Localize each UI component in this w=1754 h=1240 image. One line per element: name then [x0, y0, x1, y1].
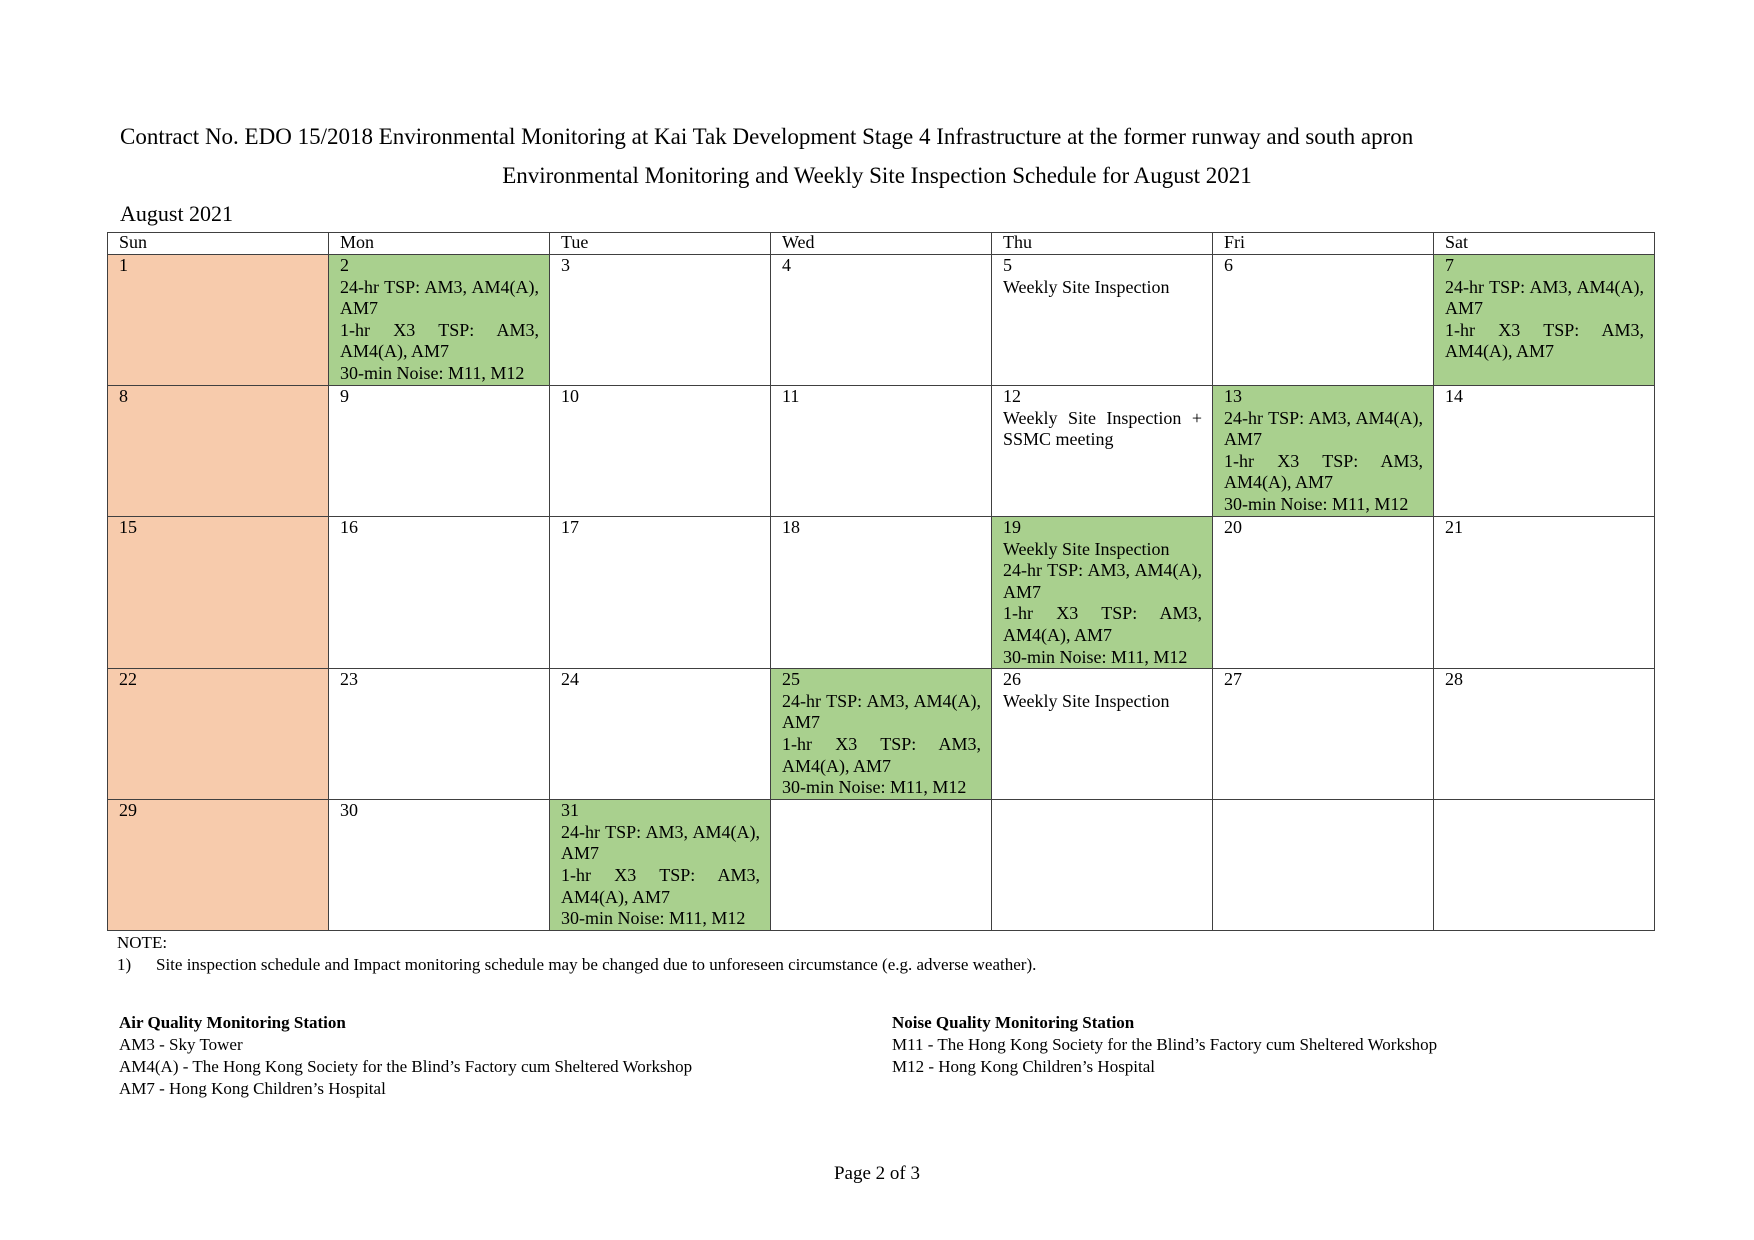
calendar-day-cell: [1213, 386, 1434, 517]
note-item-text: Site inspection schedule and Impact monitoring schedule may be changed due to unforeseen circumstance (e.g. adverse weather).: [156, 955, 1037, 974]
schedule-entry: Weekly Site Inspection: [1003, 690, 1170, 711]
day-number: 3: [561, 255, 570, 275]
document-title: Contract No. EDO 15/2018 Environmental Monitoring at Kai Tak Development Stage 4 Infrastructure at the former runway and south apron: [120, 124, 1414, 149]
day-number: 9: [340, 386, 349, 406]
air-station-item: AM3 - Sky Tower: [119, 1035, 243, 1054]
calendar-day-cell: [550, 255, 771, 386]
schedule-entry: 1-hr X3 TSP: AM3, AM4(A), AM7: [782, 733, 981, 776]
day-number: 27: [1224, 669, 1242, 690]
day-number: 17: [561, 517, 579, 537]
day-number: 21: [1445, 517, 1463, 537]
schedule-entry: 30-min Noise: M11, M12: [782, 777, 967, 798]
calendar-day-cell: [1213, 255, 1434, 386]
day-number: 31: [561, 800, 579, 821]
calendar-day-cell: [1213, 800, 1434, 931]
day-number: 14: [1445, 386, 1463, 406]
header-mon: Mon: [329, 233, 550, 255]
day-number: 28: [1445, 669, 1463, 690]
schedule-entry: 1-hr X3 TSP: AM3, AM4(A), AM7: [1224, 450, 1423, 493]
schedule-entry: 24-hr TSP: AM3, AM4(A), AM7: [1003, 560, 1202, 602]
day-number: 19: [1003, 517, 1021, 537]
calendar-week-row: [108, 800, 1655, 931]
page-number: Page 2 of 3: [833, 1163, 920, 1184]
note-item: [117, 955, 1036, 975]
schedule-entry: Weekly Site Inspection: [1003, 276, 1170, 297]
calendar-day-cell: [550, 386, 771, 517]
schedule-entry: Weekly Site Inspection: [1003, 538, 1170, 559]
calendar-day-cell: [1434, 255, 1655, 386]
day-number: 15: [119, 517, 137, 537]
calendar-week-row: [108, 517, 1655, 669]
header-fri: Fri: [1213, 233, 1434, 255]
schedule-entry: 1-hr X3 TSP: AM3, AM4(A), AM7: [340, 319, 539, 362]
calendar-day-cell: [771, 517, 992, 669]
air-station-item: AM7 - Hong Kong Children’s Hospital: [119, 1079, 386, 1098]
schedule-entry: 30-min Noise: M11, M12: [1003, 646, 1188, 667]
day-number: 1: [119, 255, 128, 275]
calendar-week-row: [108, 669, 1655, 800]
calendar-header-row: [108, 233, 1655, 255]
schedule-entry: 24-hr TSP: AM3, AM4(A), AM7: [782, 690, 981, 733]
header-sun: Sun: [108, 233, 329, 255]
schedule-entry: 24-hr TSP: AM3, AM4(A), AM7: [1445, 276, 1644, 319]
day-number: 20: [1224, 517, 1242, 537]
schedule-entry: 1-hr X3 TSP: AM3, AM4(A), AM7: [1003, 603, 1202, 645]
day-number: 2: [340, 255, 349, 275]
calendar-day-cell: [108, 386, 329, 517]
calendar-day-cell: [1434, 800, 1655, 931]
calendar-day-cell: [1434, 517, 1655, 669]
calendar-day-cell: [1213, 669, 1434, 800]
calendar-day-cell: [108, 517, 329, 669]
air-station-legend: [119, 1012, 692, 1100]
calendar-day-cell: [329, 800, 550, 931]
calendar-week-row: [108, 255, 1655, 386]
day-number: 8: [119, 386, 128, 406]
schedule-entry: 24-hr TSP: AM3, AM4(A), AM7: [561, 821, 760, 864]
header-tue: Tue: [550, 233, 771, 255]
day-number: 29: [119, 800, 137, 821]
day-number: 7: [1445, 255, 1454, 275]
header-thu: Thu: [992, 233, 1213, 255]
calendar-day-cell: [992, 669, 1213, 800]
calendar-day-cell: [1434, 386, 1655, 517]
header-sat: Sat: [1434, 233, 1655, 255]
noise-station-item: M11 - The Hong Kong Society for the Blind’s Factory cum Sheltered Workshop: [892, 1035, 1438, 1054]
day-number: 12: [1003, 386, 1021, 406]
calendar-day-cell: [108, 255, 329, 386]
calendar-week-row: [108, 386, 1655, 517]
day-number: 11: [782, 386, 800, 406]
noise-station-heading: Noise Quality Monitoring Station: [892, 1013, 1135, 1032]
note-item-number: 1): [117, 955, 132, 974]
schedule-entry: 30-min Noise: M11, M12: [561, 908, 746, 929]
calendar-day-cell: [1434, 669, 1655, 800]
day-number: 5: [1003, 255, 1012, 275]
calendar-day-cell: [1213, 517, 1434, 669]
schedule-entry: Weekly Site Inspection + SSMC meeting: [1003, 407, 1202, 450]
day-number: 6: [1224, 255, 1233, 275]
note-heading: NOTE:: [117, 933, 168, 952]
schedule-entry: 30-min Noise: M11, M12: [340, 362, 525, 383]
schedule-entry: 1-hr X3 TSP: AM3, AM4(A), AM7: [1445, 319, 1644, 362]
day-number: 18: [782, 517, 800, 537]
calendar-day-cell: [992, 517, 1213, 669]
calendar-day-cell: [992, 386, 1213, 517]
calendar-day-cell: [550, 669, 771, 800]
calendar-day-cell: [550, 517, 771, 669]
schedule-entry: 24-hr TSP: AM3, AM4(A), AM7: [1224, 407, 1423, 450]
month-label: August 2021: [120, 201, 234, 226]
day-number: 30: [340, 800, 358, 821]
air-station-item: AM4(A) - The Hong Kong Society for the Blind’s Factory cum Sheltered Workshop: [119, 1057, 693, 1076]
calendar-day-cell: [329, 517, 550, 669]
day-number: 24: [561, 669, 579, 690]
day-number: 4: [782, 255, 791, 275]
day-number: 16: [340, 517, 358, 537]
day-number: 25: [782, 669, 800, 690]
schedule-entry: 1-hr X3 TSP: AM3, AM4(A), AM7: [561, 864, 760, 907]
calendar-day-cell: [771, 386, 992, 517]
calendar-day-cell: [329, 386, 550, 517]
noise-station-legend: [892, 1012, 1437, 1078]
calendar-day-cell: [771, 669, 992, 800]
header-wed: Wed: [771, 233, 992, 255]
calendar-day-cell: [771, 800, 992, 931]
air-station-heading: Air Quality Monitoring Station: [119, 1013, 346, 1032]
schedule-entry: 30-min Noise: M11, M12: [1224, 493, 1409, 514]
calendar-day-cell: [329, 669, 550, 800]
calendar-day-cell: [992, 800, 1213, 931]
day-number: 26: [1003, 669, 1021, 690]
calendar-day-cell: [329, 255, 550, 386]
calendar-day-cell: [771, 255, 992, 386]
schedule-entry: 24-hr TSP: AM3, AM4(A), AM7: [340, 276, 539, 319]
day-number: 10: [561, 386, 579, 406]
calendar-day-cell: [108, 800, 329, 931]
day-number: 13: [1224, 386, 1242, 406]
calendar-day-cell: [108, 669, 329, 800]
calendar-day-cell: [992, 255, 1213, 386]
calendar-day-cell: [550, 800, 771, 931]
calendar-table: [107, 232, 1655, 931]
day-number: 22: [119, 669, 137, 690]
noise-station-item: M12 - Hong Kong Children’s Hospital: [892, 1057, 1156, 1076]
document-subtitle: Environmental Monitoring and Weekly Site Inspection Schedule for August 2021: [502, 163, 1252, 188]
day-number: 23: [340, 669, 358, 690]
